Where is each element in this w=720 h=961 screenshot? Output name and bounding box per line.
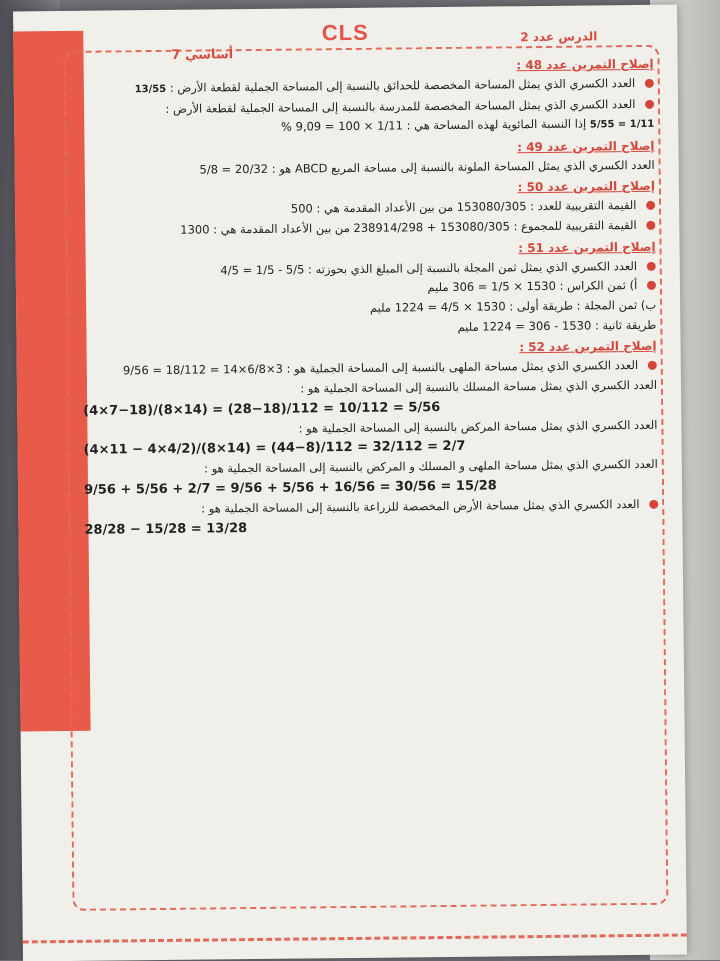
line-52-4 bbox=[84, 456, 658, 479]
line-48-3 bbox=[80, 115, 654, 139]
text-52-3: العدد الكسري الذي يمثل مساحة المركض بالنسبة إلى المساحة الجملية هو : bbox=[298, 417, 658, 436]
text-48-2: العدد الكسري الذي يمثل المساحة المخصصة للمدرسة بالنسبة إلى المساحة الجملية لقطعة الأرض : bbox=[165, 96, 636, 116]
line-50-1 bbox=[81, 197, 655, 220]
frac-48-2: 5/55 = 1/11 bbox=[589, 118, 655, 131]
bullet-icon bbox=[647, 281, 656, 290]
text-51-4: طريقة ثانية : 1530 - 306 = 1224 مليم bbox=[457, 317, 657, 334]
brand-title: CLS bbox=[321, 19, 369, 46]
line-48-1 bbox=[80, 75, 654, 99]
bullet-icon bbox=[645, 79, 654, 88]
text-51-3: ب) ثمن المجلة : طريقة أولى : 1530 × 4/5 = 1224 مليم bbox=[369, 297, 657, 315]
lesson-label: الدرس عدد 2 bbox=[520, 29, 598, 45]
text-51-2: أ) ثمن الكراس : 1530 × 1/5 = 306 مليم bbox=[427, 278, 638, 295]
text-50-1: القيمة التقريبية للعدد : 153080/305 من بين الأعداد المقدمة هي : 500 bbox=[290, 198, 637, 216]
equation-2: (4×11 − 4×4/2)/(8×14) = (44−8)/112 = 32/112 = 2/7 bbox=[83, 439, 466, 459]
equation-3: 9/56 + 5/56 + 2/7 = 9/56 + 5/56 + 16/56 = 30/56 = 15/28 bbox=[83, 478, 497, 498]
text-48-3: إذا النسبة المائوية لهذه المساحة هي : 1/11 × 100 = 9,09 % bbox=[280, 116, 587, 134]
bullet-icon bbox=[646, 201, 655, 210]
text-52-2: العدد الكسري الذي يمثل مساحة المسلك بالنسبة إلى المساحة الجملية هو : bbox=[300, 377, 658, 396]
equation-4: 28/28 − 15/28 = 13/28 bbox=[84, 520, 248, 538]
line-51-3 bbox=[82, 297, 656, 320]
bullet-icon bbox=[649, 500, 658, 509]
section-title-49: إصلاح التمرين عدد 49 : bbox=[517, 138, 655, 154]
line-52-3 bbox=[83, 416, 657, 439]
section-title-52: إصلاح التمرين عدد 52 : bbox=[519, 339, 657, 355]
document-page bbox=[13, 5, 687, 961]
content bbox=[80, 51, 663, 905]
line-48-2 bbox=[80, 95, 654, 118]
line-51-1 bbox=[82, 257, 656, 280]
text-52-4: العدد الكسري الذي يمثل مساحة الملهى و المسلك و المركض بالنسبة إلى المساحة الجملية هو : bbox=[204, 457, 658, 476]
bullet-icon bbox=[646, 221, 655, 230]
frac-48-1: 13/55 bbox=[134, 83, 167, 96]
section-title-50: إصلاح التمرين عدد 50 : bbox=[517, 179, 655, 195]
line-50-2 bbox=[81, 217, 655, 240]
line-52-2 bbox=[83, 377, 657, 400]
line-52-5 bbox=[84, 496, 658, 519]
text-52-1: العدد الكسري الذي يمثل مساحة الملهى بالنسبة إلى المساحة الجملية هو : 3×6/8×14 = 18/112 = 9/56 bbox=[122, 358, 639, 378]
grade-label: 7 أساسي bbox=[171, 47, 234, 63]
text-48-1: العدد الكسري الذي يمثل المساحة المخصصة للحدائق بالنسبة إلى المساحة الجملية لقطعة الأرض : bbox=[169, 75, 636, 95]
text-49-1: العدد الكسري الذي يمثل المساحة الملونة بالنسبة إلى مساحة المربع ABCD هو : 20/32 = 5/8 bbox=[199, 157, 655, 177]
line-51-2 bbox=[82, 277, 656, 300]
equation-1: (4×7−18)/(8×14) = (28−18)/112 = 10/112 = 5/56 bbox=[83, 399, 441, 419]
section-title-51: إصلاح التمرين عدد 51 : bbox=[518, 239, 656, 255]
dashed-bottom-line bbox=[23, 933, 687, 943]
section-title-48: إصلاح التمرين عدد 48 : bbox=[516, 56, 654, 73]
bullet-icon bbox=[645, 99, 654, 108]
text-51-1: العدد الكسري الذي يمثل ثمن المجلة بالنسبة إلى المبلغ الذي بحوزته : 5/5 - 1/5 = 4/5 bbox=[220, 258, 638, 278]
text-50-2: القيمة التقريبية للمجموع : 153080/305 + 238914/298 من بين الأعداد المقدمة هي : 1300 bbox=[180, 218, 637, 237]
line-52-1 bbox=[83, 357, 657, 380]
bullet-icon bbox=[647, 261, 656, 270]
bullet-icon bbox=[648, 361, 657, 370]
line-49-1 bbox=[81, 156, 655, 179]
line-51-4 bbox=[82, 316, 656, 339]
text-52-5: العدد الكسري الذي يمثل مساحة الأرض المخصصة للزراعة بالنسبة إلى المساحة الجملية هو : bbox=[201, 497, 640, 516]
